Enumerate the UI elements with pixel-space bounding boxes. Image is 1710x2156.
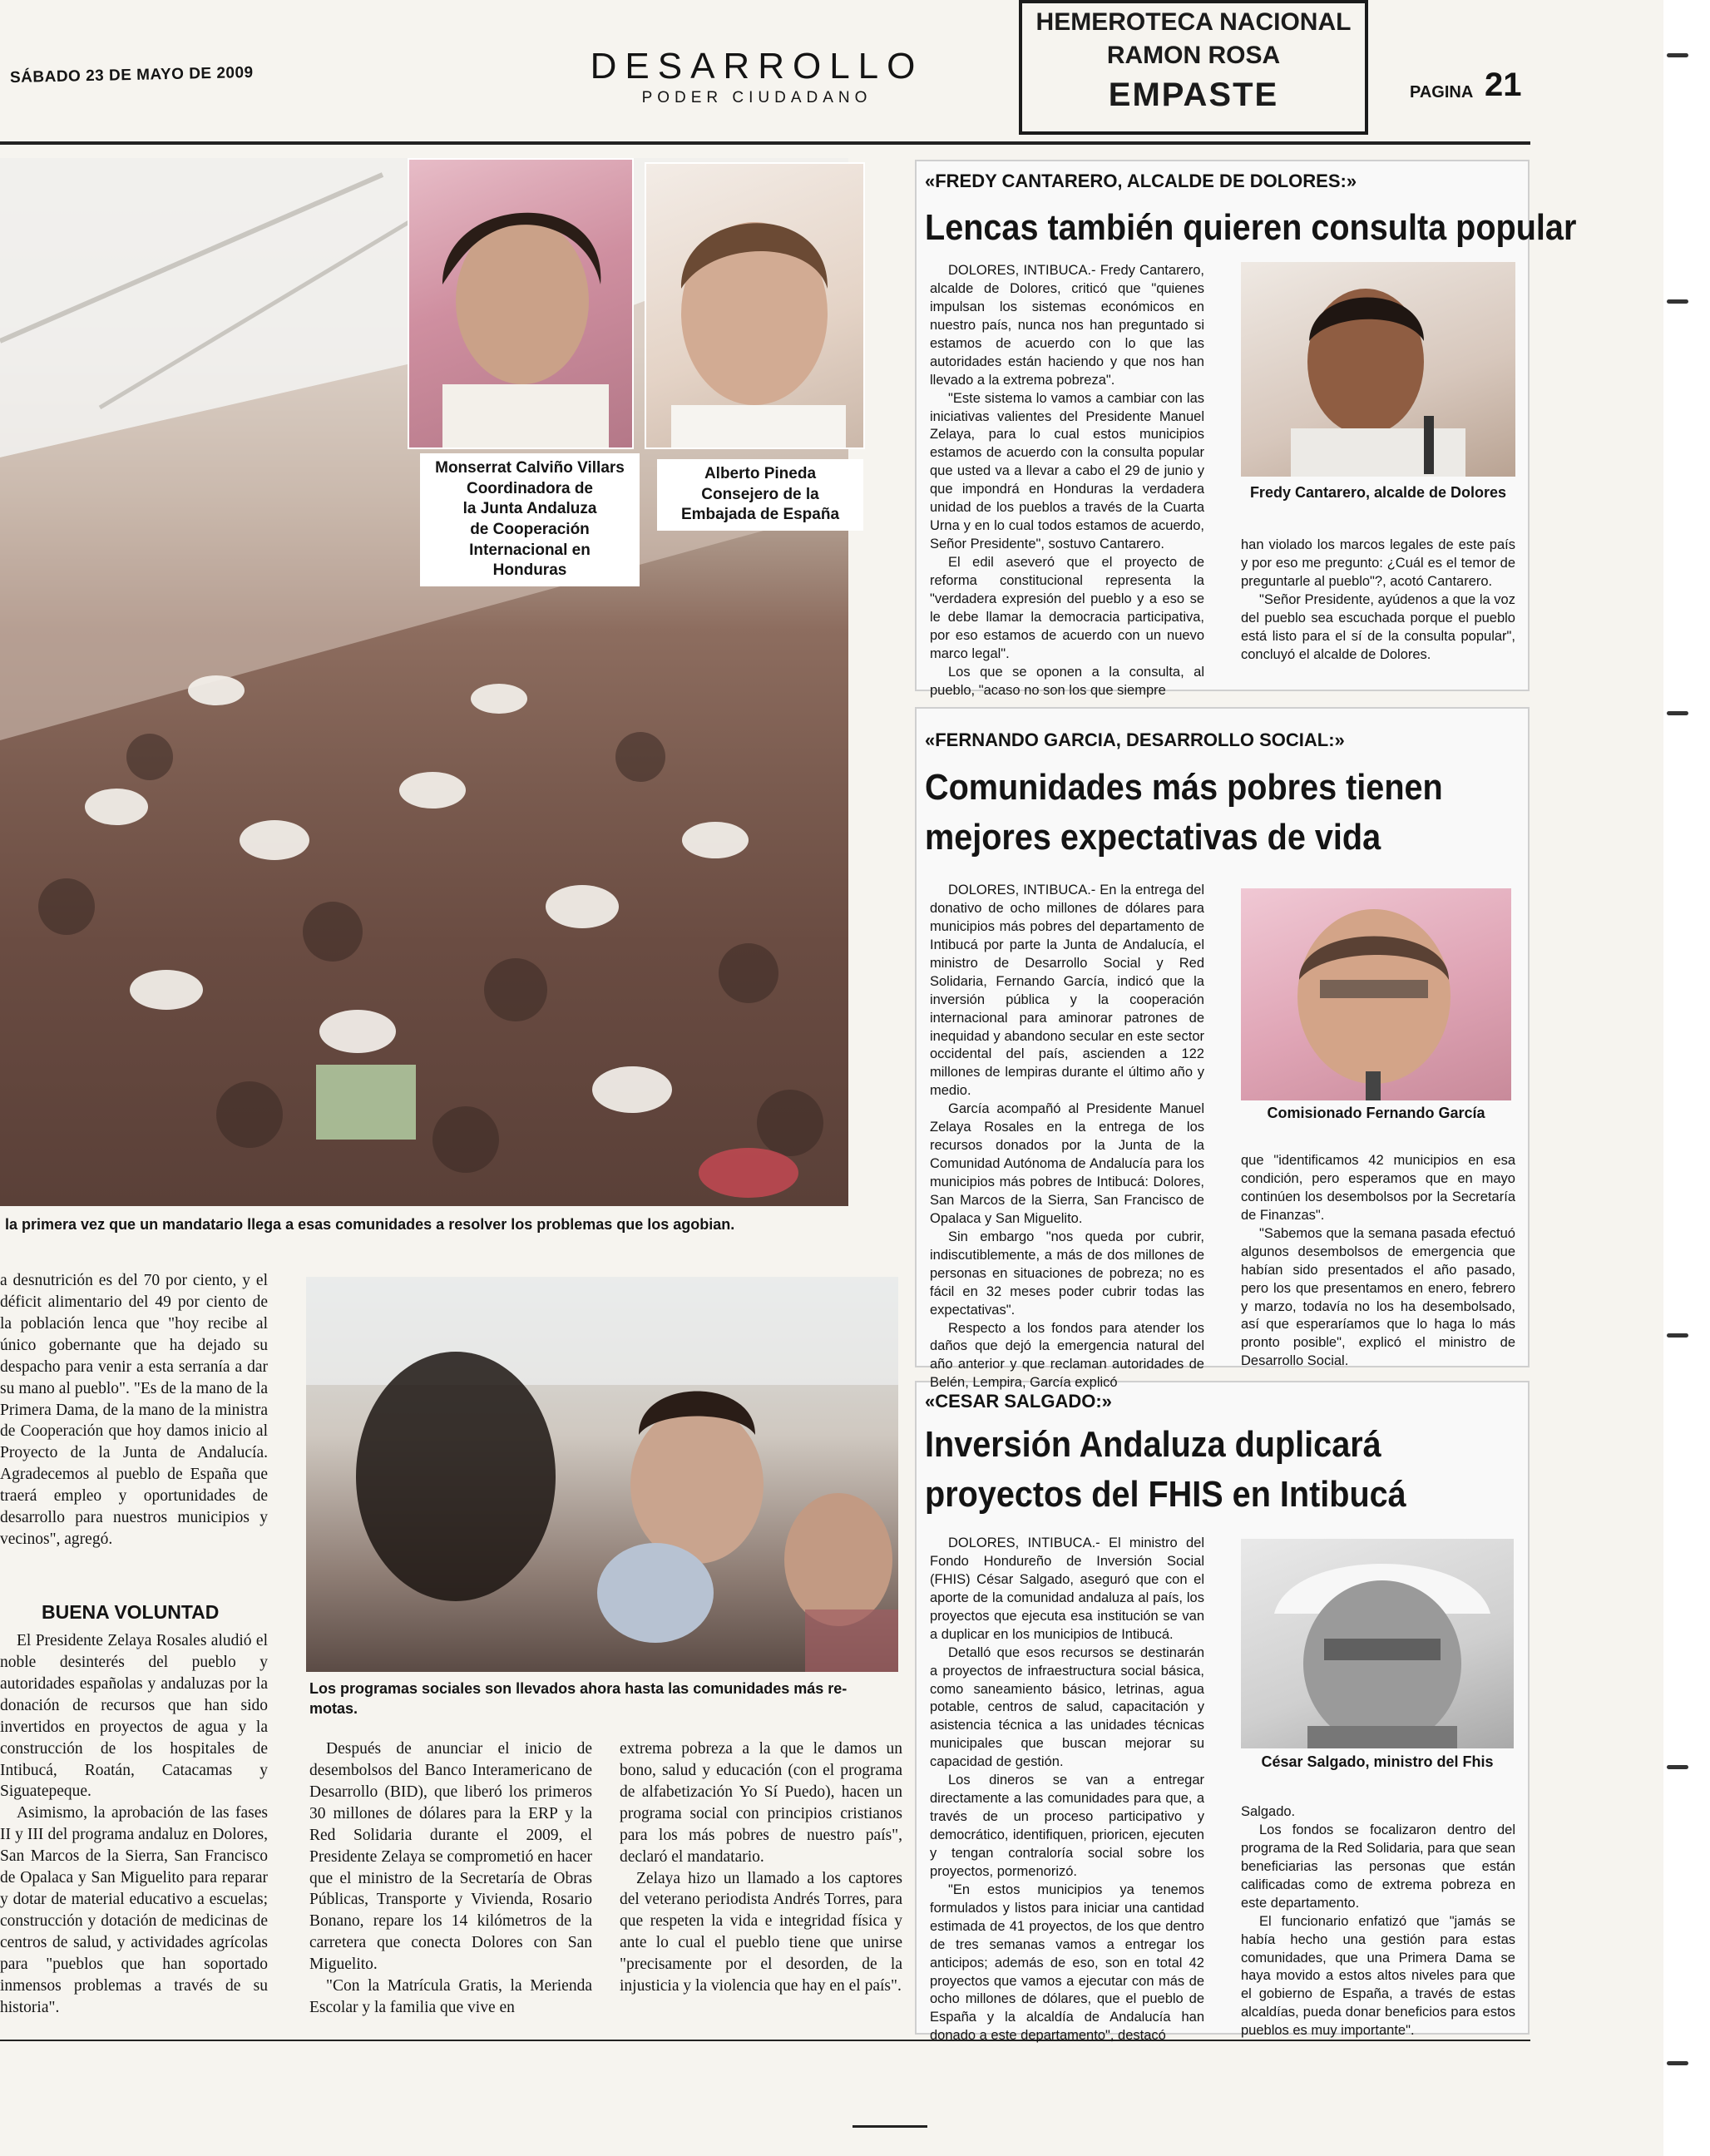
paragraph: Los que se oponen a la consulta, al pueblo, "acaso no son los que siempre: [930, 664, 1204, 698]
social-photo-art: [306, 1277, 898, 1672]
paragraph: "Señor Presidente, ayúdenos a que la voz del pueblo sea escuchada porque el pueblo está listo para el sí de la consulta popular", concluyó el alcalde de Dolores.: [1241, 591, 1515, 662]
caption-line: Honduras: [492, 561, 567, 580]
portrait-art: [1241, 888, 1511, 1100]
paragraph: a desnutrición es del 70 por ciento, y el déficit alimentario del 49 por ciento de la población lenca que "hoy recibe al único gobernante que ha dejado su despacho para venir a esta serranía a dar su mano al pueblo". "Es de la mano de la Primera Dama, de la mano de la ministra de Cooperación que hoy damos inicio al Proyecto de la Junta de Andalucía. Agradecemos al pueblo de España que traerá empleo y oportunidades de desarrollo para nuestros municipios y vecinos", agregó.: [0, 1272, 268, 1549]
binding-mark: [1667, 2061, 1688, 2065]
paragraph: DOLORES, INTIBUCA.- Fredy Cantarero, alcalde de Dolores, criticó que "quienes impulsan los sistemas económicos en nuestro país, nunca nos han preguntado si estamos de acuerdo con lo que las autoridades están haciendo y que nos han llevado a la extrema pobreza".: [930, 263, 1204, 388]
cantarero-caption: Fredy Cantarero, alcalde de Dolores: [1249, 484, 1507, 501]
portrait-art: [409, 160, 634, 449]
scan-margin: [1663, 0, 1710, 2156]
story2-kicker: «FERNANDO GARCIA, DESARROLLO SOCIAL:»: [925, 729, 1345, 750]
paragraph: García acompañó al Presidente Manuel Zelaya Rosales en la entrega de los recursos donados por la Junta de la Comunidad Autónoma de Andalucía para los municipios más pobres de Intibucá: Dolores, San Marcos de la Sierra, San Francisco de Opalaca y San Miguelito.: [930, 1101, 1204, 1226]
portrait-art: [646, 164, 865, 449]
caption-line: la Junta Andaluza: [462, 500, 597, 518]
calvino-portrait: [408, 158, 634, 449]
garcia-caption: Comisionado Fernando García: [1267, 1105, 1485, 1121]
caption-line: de Cooperación: [470, 521, 590, 539]
story3-headline-line2: proyectos del FHIS en Intibucá: [925, 1474, 1406, 1515]
caption-line: Los programas sociales son llevados ahora hasta las comunidades más re-: [309, 1680, 848, 1697]
calvino-caption: [420, 453, 640, 586]
paragraph: Después de anunciar el inicio de desembolsos del Banco Interamericano de Desarrollo (BID), que liberó los primeros 30 millones de dólares para la ERP y la Red Solidaria durante el 2009, el Presidente Zelaya se comprometió en hacer que el ministro de la Secretaría de Obras Públicas, Transporte y Vivienda, Rosario Bonano, repare los 14 kilómetros de la carretera que conecta Dolores con San Miguelito.: [309, 1740, 592, 1974]
edition-date: SÁBADO 23 DE MAYO DE 2009: [9, 63, 254, 87]
paragraph: Detalló que esos recursos se destinarán a proyectos de infraestructura social básica, como saneamiento básico, letrinas, agua potable, centros de salud, capacitación y asistencia técnica a las unidades técnicas municipales que buscan mejorar su capacidad de gestión.: [930, 1644, 1204, 1770]
stamp-line: EMPASTE: [1108, 77, 1279, 113]
main-story-col2: [309, 1738, 592, 2019]
crowd-caption: la primera vez que un mandatario llega a esas comunidades a resolver los problemas que los agobian.: [5, 1216, 735, 1233]
paragraph: El edil aseveró que el proyecto de reforma constitucional representa la "verdadera expresión del pueblo y a eso se le debe llamar la democracia participativa, por eso estamos de acuerdo con un nuevo marco legal".: [930, 555, 1204, 661]
story1-headline: Lencas también quieren consulta popular: [925, 207, 1577, 248]
binding-mark: [1667, 299, 1688, 304]
paragraph: han violado los marcos legales de este país y por eso me pregunto: ¿Cuál es el temor de preguntarle al pueblo"?, acotó Cantarero.: [1241, 537, 1515, 589]
caption-line: Coordinadora de: [466, 479, 593, 497]
story2-col2: [1241, 1152, 1515, 1371]
caption-line: Embajada de España: [680, 506, 840, 524]
salgado-photo: [1241, 1539, 1514, 1748]
paragraph: Sin embargo "nos queda por cubrir, indiscutiblemente, a más de dos millones de personas en situaciones de pobreza; no es fácil en 32 meses poder cubrir todas las expectativas".: [930, 1229, 1204, 1318]
story3-headline-line1: Inversión Andaluza duplicará: [925, 1424, 1381, 1465]
story2-col1: [930, 882, 1204, 1392]
paragraph: DOLORES, INTIBUCA.- En la entrega del donativo de ocho millones de dólares para municipios más pobres del departamento de Intibucá por parte la Junta de Andalucía, el ministro de Desarrollo Social y Red Solidaria, Fernando García, indicó que la inversión pública y la cooperación internacional para aminorar patrones de inequidad y abandono secular en este sector occidental del país, ascienden a 122 millones de lempiras durante el último año y medio.: [930, 883, 1204, 1099]
story2-headline-line1: Comunidades más pobres tienen: [925, 767, 1443, 808]
caption-line: Internacional en: [469, 541, 591, 559]
binding-mark: [1667, 1333, 1688, 1338]
caption-line: motas.: [309, 1700, 358, 1718]
page-label: PAGINA: [1410, 83, 1474, 101]
caption-line: Consejero de la: [701, 485, 819, 503]
main-story-col1b: [0, 1630, 268, 2019]
paragraph: El funcionario enfatizó que "jamás se había hecho una gestión para estas comunidades, que una Primera Dama se haya movido a estos altos niveles para que el gobierno de España, a través de estas alcaldías, pueda donar beneficios para estos pueblos es muy importante".: [1241, 1913, 1515, 2039]
binding-mark: [1667, 53, 1688, 57]
main-story-subhead: BUENA VOLUNTAD: [42, 1601, 220, 1623]
main-story-col1: [0, 1270, 268, 1550]
binding-mark: [1667, 711, 1688, 715]
main-story-col3: [620, 1738, 902, 1997]
pineda-caption: [657, 459, 863, 531]
library-stamp: [1019, 0, 1368, 135]
binding-mark: [1667, 1765, 1688, 1769]
story1-kicker: «FREDY CANTARERO, ALCALDE DE DOLORES:»: [925, 171, 1357, 191]
cantarero-photo: [1241, 262, 1515, 477]
paragraph: Los fondos se focalizaron dentro del programa de la Red Solidaria, para que sean beneficiarias las personas que están calificadas como de extrema pobreza en este departamento.: [1241, 1822, 1515, 1911]
paragraph: Asimismo, la aprobación de las fases II y III del programa andaluz en Dolores, San Marcos de la Sierra, San Francisco de Opalaca y San Miguelito para reparar y dotar de material educativo a escuelas; construcción y dotación de medicinas de centros de salud, y actividades agrícolas para "pueblos que han soportado inmensos problemas a través de su historia".: [0, 1804, 268, 2016]
story3-col2: [1241, 1803, 1515, 2040]
caption-line: Monserrat Calviño Villars: [435, 459, 625, 477]
portrait-art: [1241, 1539, 1514, 1748]
paragraph: "En estos municipios ya tenemos formulados y listos para iniciar una cantidad estimada de 41 proyectos, de los que dentro de tres semanas vamos a entregar los anticipos; además de eso, son en total 42 proyectos que vamos a ejecutar con más de ocho millones de dólares, que el pueblo de España y la alcaldía de Andalucía han donado a este departamento", destacó: [930, 1882, 1204, 2044]
paragraph: Los dineros se van a entregar directamente a las comunidades para que, a través de un proceso participativo y democrático, identifiquen, prioricen, ejecuten y tengan contraloría social sobre los proyectos, pormenorizó.: [930, 1773, 1204, 1879]
paragraph: Salgado.: [1241, 1804, 1296, 1819]
paragraph: que "identificamos 42 municipios en esa condición, pero esperamos que en mayo continúen los desembolsos por la Secretaría de Finanzas".: [1241, 1153, 1515, 1223]
garcia-photo: [1241, 888, 1511, 1100]
section-subtitle: PODER CIUDADANO: [641, 89, 872, 106]
stamp-line: RAMON ROSA: [1106, 42, 1281, 69]
caption-line: Alberto Pineda: [704, 465, 817, 482]
footer-mark: [853, 2125, 927, 2128]
paragraph: Zelaya hizo un llamado a los captores del veterano periodista Andrés Torres, para que respeten la vida e integridad física y ante lo cual el pueblo tiene que unirse "precisamente por el desorden, de la injusticia y la violencia que hay en el país".: [620, 1869, 902, 1995]
story3-kicker: «CESAR SALGADO:»: [925, 1391, 1112, 1412]
story1-col2: [1241, 537, 1515, 665]
paragraph: "Sabemos que la semana pasada efectuó algunos desembolsos de emergencia que habían sido presentados el año pasado, pero los que presentamos en enero, febrero y marzo, todavía no los ha desembolsado, así que esperaríamos que lo haga lo más pronto posible", explicó el ministro de Desarrollo Social.: [1241, 1225, 1515, 1369]
portrait-art: [1241, 262, 1515, 477]
section-title: DESARROLLO: [590, 46, 924, 87]
salgado-caption: César Salgado, ministro del Fhis: [1261, 1753, 1494, 1770]
story2-headline-line2: mejores expectativas de vida: [925, 817, 1381, 858]
social-programs-photo: [306, 1277, 898, 1672]
stamp-line: HEMEROTECA NACIONAL: [1035, 8, 1352, 36]
paragraph: El Presidente Zelaya Rosales aludió el noble desinterés del pueblo y autoridades españolas y andaluzas por la donación de recursos que han sido invertidos en proyectos de agua y la construcción de los hospitales de Intibucá, Roatán, Catacamas y Siguatepeque.: [0, 1632, 268, 1801]
paragraph: DOLORES, INTIBUCA.- El ministro del Fondo Hondureño de Inversión Social (FHIS) César Salgado, aseguró que con el aporte de la comunidad andaluza al país, los proyectos que ejecuta esa institución se van a duplicar en los municipios de Intibucá.: [930, 1535, 1204, 1642]
paragraph: "Este sistema lo vamos a cambiar con las iniciativas valientes del Presidente Manuel Zelaya, para lo cual estos municipios estamos de acuerdo con la consulta popular que usted va a llevar a cabo el 29 de junio y que impondrá en Honduras la verdadera unidad de los pueblos a través de la Cuarta Urna y en lo cual todos estamos de acuerdo, Señor Presidente", sostuvo Cantarero.: [930, 390, 1204, 552]
story3-col1: [930, 1535, 1204, 2045]
social-photo-caption: [309, 1679, 902, 1719]
paragraph: Respecto a los fondos para atender los daños que dejó la emergencia natural del año anterior y que reclaman autoridades de Belén, Lempira, García explicó: [930, 1320, 1204, 1391]
header-rule: [0, 141, 1530, 145]
pineda-portrait: [645, 162, 865, 449]
paragraph: "Con la Matrícula Gratis, la Merienda Escolar y la familia que vive en: [309, 1977, 592, 2017]
story1-col1: [930, 262, 1204, 700]
page-number: 21: [1485, 67, 1522, 103]
paragraph: extrema pobreza a la que le damos un bono, salud y educación (con el programa de alfabetización Yo Sí Puedo), hacen un programa social con principios cristianos para los más pobres de nuestro país", declaró el mandatario.: [620, 1740, 902, 1866]
